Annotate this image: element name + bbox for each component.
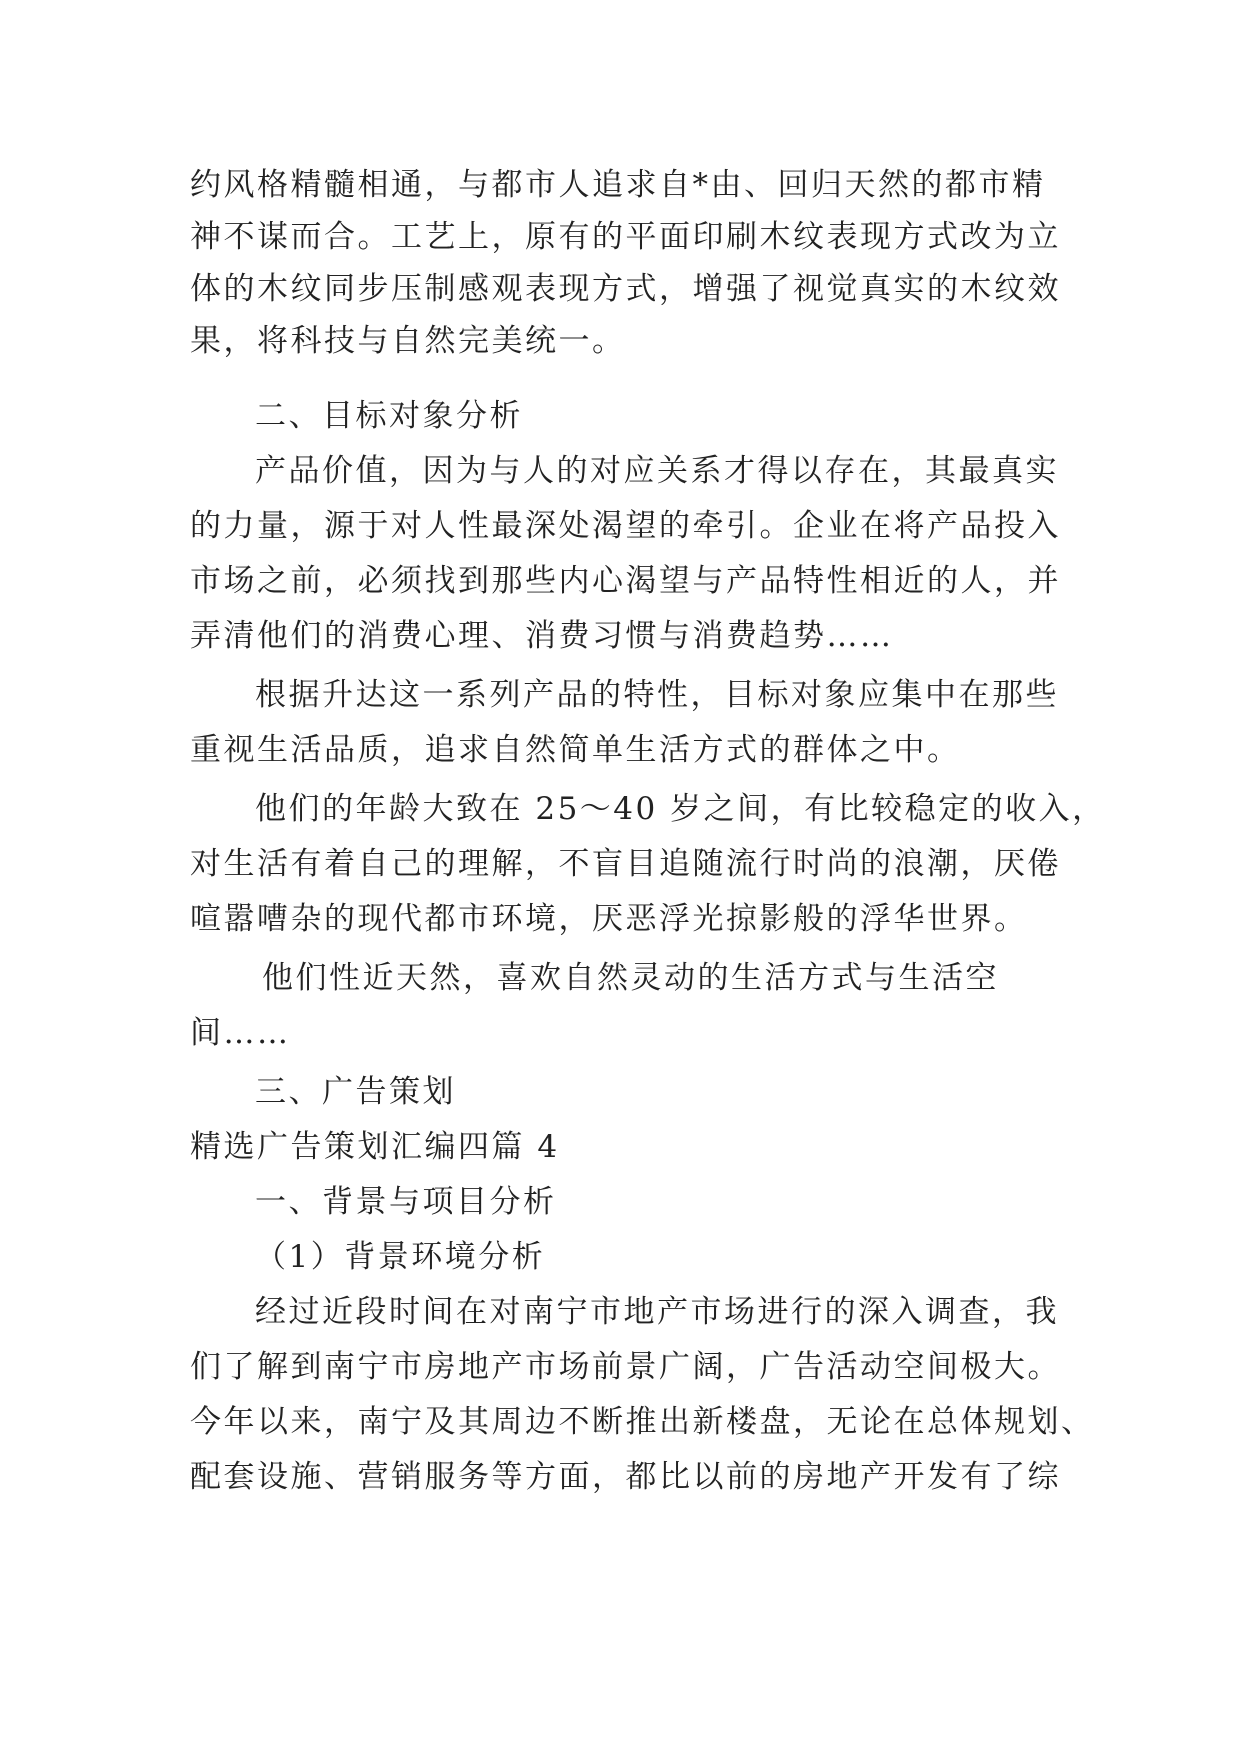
text-line: 对生活有着自己的理解，不盲目追随流行时尚的浪潮，厌倦 xyxy=(190,846,1061,882)
text-line: 的力量，源于对人性最深处渴望的牵引。企业在将产品投入 xyxy=(190,508,1061,544)
section-heading: 三、广告策划 xyxy=(255,1074,456,1110)
paragraph-first-line: 经过近段时间在对南宁市地产市场进行的深入调查，我 xyxy=(255,1294,1059,1330)
paragraph-first-line: 他们的年龄大致在 25～40 岁之间，有比较稳定的收入， xyxy=(255,791,1106,827)
text-line: 喧嚣嘈杂的现代都市环境，厌恶浮光掠影般的浮华世界。 xyxy=(190,901,1028,937)
text-line: 间…… xyxy=(190,1015,291,1051)
paragraph-first-line: 他们性近天然，喜欢自然灵动的生活方式与生活空 xyxy=(262,960,999,996)
text-line: 们了解到南宁市房地产市场前景广阔，广告活动空间极大。 xyxy=(190,1349,1061,1385)
text-line: 今年以来，南宁及其周边不断推出新楼盘，无论在总体规划、 xyxy=(190,1404,1095,1440)
document-title: 精选广告策划汇编四篇 4 xyxy=(190,1129,560,1165)
section-heading: 一、背景与项目分析 xyxy=(255,1184,557,1220)
paragraph-first-line: 产品价值，因为与人的对应关系才得以存在，其最真实 xyxy=(255,453,1059,489)
text-line: 神不谋而合。工艺上，原有的平面印刷木纹表现方式改为立 xyxy=(190,219,1061,255)
text-line: 市场之前，必须找到那些内心渴望与产品特性相近的人，并 xyxy=(190,563,1061,599)
text-line: 配套设施、营销服务等方面，都比以前的房地产开发有了综 xyxy=(190,1459,1061,1495)
text-line: 弄清他们的消费心理、消费习惯与消费趋势…… xyxy=(190,618,894,654)
paragraph-first-line: 根据升达这一系列产品的特性，目标对象应集中在那些 xyxy=(255,677,1059,713)
text-line: 体的木纹同步压制感观表现方式，增强了视觉真实的木纹效 xyxy=(190,271,1061,307)
text-line: 重视生活品质，追求自然简单生活方式的群体之中。 xyxy=(190,732,961,768)
section-heading: 二、目标对象分析 xyxy=(255,398,523,434)
text-line: 约风格精髓相通，与都市人追求自*由、回归天然的都市精 xyxy=(190,167,1046,203)
subsection-heading: （1）背景环境分析 xyxy=(255,1239,546,1275)
text-line: 果，将科技与自然完美统一。 xyxy=(190,323,626,359)
